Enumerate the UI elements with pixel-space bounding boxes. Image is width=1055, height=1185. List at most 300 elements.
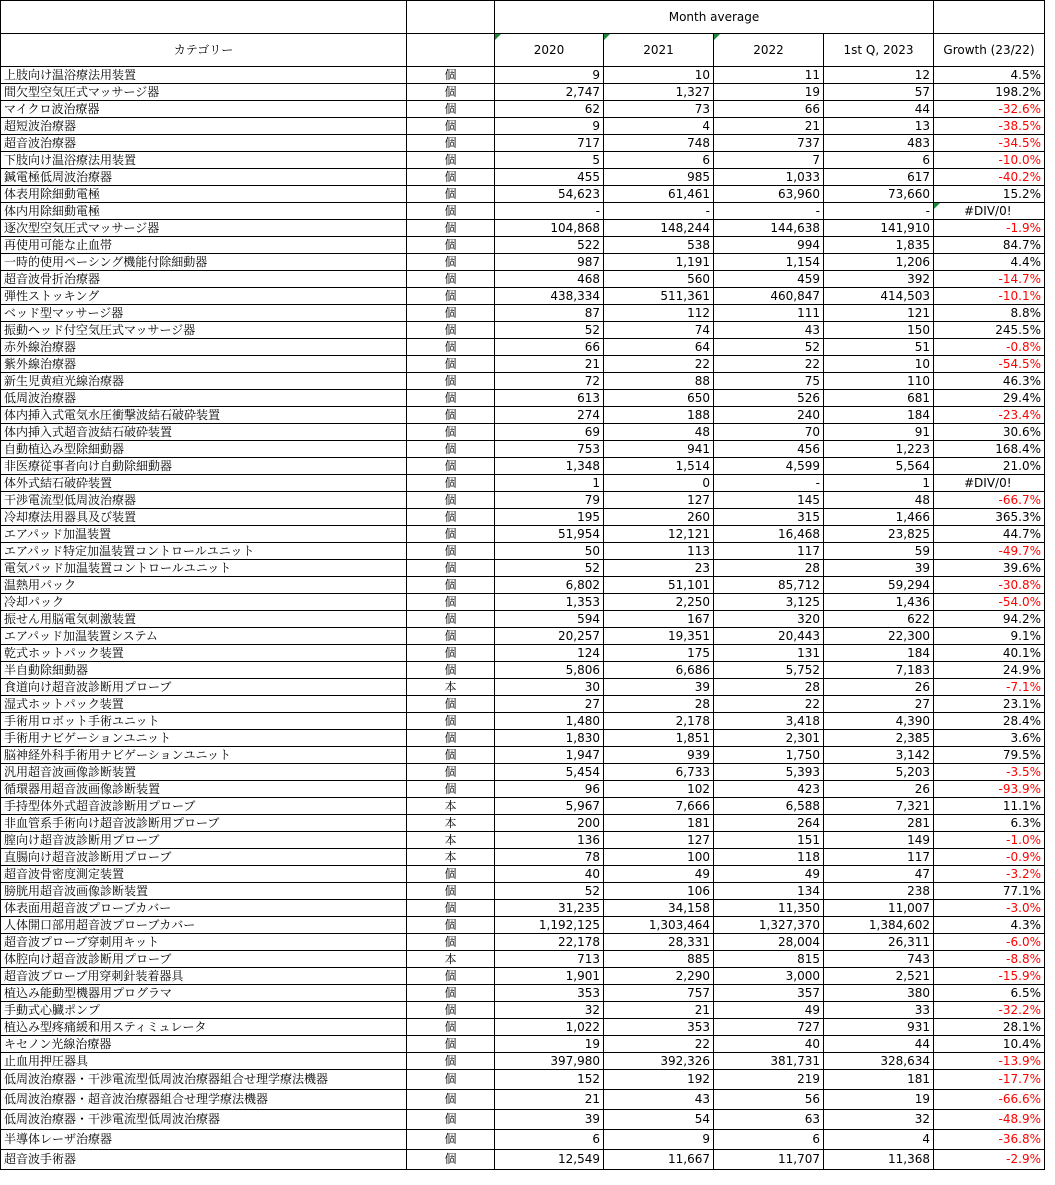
category-cell: 体内用除細動電極 [1,203,407,220]
value-q1-2023-cell: 380 [824,985,934,1002]
value-q1-2023-cell: 10 [824,356,934,373]
value-q1-2023-cell: 1 [824,475,934,492]
table-row [1,305,1045,322]
category-cell: 紫外線治療器 [1,356,407,373]
category-cell: 弾性ストッキング [1,288,407,305]
growth-cell: 21.0% [934,458,1045,475]
value-2021-cell: 11,667 [604,1150,714,1170]
value-2022-cell: 6,588 [714,798,824,815]
value-2022-cell: 28 [714,679,824,696]
category-cell: 超短波治療器 [1,118,407,135]
growth-cell: -8.8% [934,951,1045,968]
value-2021-cell: 102 [604,781,714,798]
growth-cell: 46.3% [934,373,1045,390]
growth-cell: -3.2% [934,866,1045,883]
category-cell: 膣向け超音波診断用プローブ [1,832,407,849]
value-2021-cell: 74 [604,322,714,339]
table-row [1,237,1045,254]
unit-cell: 個 [407,1130,495,1150]
table-row [1,475,1045,492]
unit-cell: 個 [407,883,495,900]
table-row [1,441,1045,458]
value-2020-cell: 20,257 [495,628,604,645]
value-2020-cell: 1,830 [495,730,604,747]
value-q1-2023-cell: 617 [824,169,934,186]
unit-cell: 個 [407,356,495,373]
value-2020-cell: 1,022 [495,1019,604,1036]
value-2020-cell: 1 [495,475,604,492]
value-2020-cell: 78 [495,849,604,866]
value-q1-2023-cell: 149 [824,832,934,849]
category-cell: 体内挿入式超音波結石破砕装置 [1,424,407,441]
category-cell: 冷却療法用器具及び装置 [1,509,407,526]
value-2022-cell: 131 [714,645,824,662]
value-2021-cell: 49 [604,866,714,883]
growth-cell: 8.8% [934,305,1045,322]
blank-cell [407,1,495,34]
value-2020-cell: 66 [495,339,604,356]
col-header-growth: Growth (23/22) [934,34,1045,67]
table-row [1,1036,1045,1053]
unit-cell: 個 [407,509,495,526]
growth-cell: -40.2% [934,169,1045,186]
value-2020-cell: 21 [495,1090,604,1110]
value-2022-cell: 7 [714,152,824,169]
unit-cell: 個 [407,696,495,713]
value-q1-2023-cell: 26,311 [824,934,934,951]
category-cell: 超音波手術器 [1,1150,407,1170]
value-2022-cell: 357 [714,985,824,1002]
table-row [1,866,1045,883]
unit-cell: 個 [407,594,495,611]
value-q1-2023-cell: 57 [824,84,934,101]
unit-cell: 個 [407,373,495,390]
value-2020-cell: 51,954 [495,526,604,543]
unit-cell: 個 [407,662,495,679]
growth-cell: -32.2% [934,1002,1045,1019]
unit-cell: 個 [407,186,495,203]
value-q1-2023-cell: 11,007 [824,900,934,917]
growth-cell: -1.9% [934,220,1045,237]
value-2021-cell: 1,514 [604,458,714,475]
category-cell: 振動ヘッド付空気圧式マッサージ器 [1,322,407,339]
value-2022-cell: 456 [714,441,824,458]
growth-cell: -15.9% [934,968,1045,985]
table-row [1,883,1045,900]
table-row [1,390,1045,407]
growth-cell: -32.6% [934,101,1045,118]
unit-cell: 個 [407,458,495,475]
unit-cell: 個 [407,220,495,237]
growth-cell: 39.6% [934,560,1045,577]
value-q1-2023-cell: 5,203 [824,764,934,781]
unit-cell: 個 [407,424,495,441]
unit-cell: 個 [407,713,495,730]
table-row [1,815,1045,832]
value-2022-cell: 240 [714,407,824,424]
category-cell: 電気パッド加温装置コントロールユニット [1,560,407,577]
value-2021-cell: 6,733 [604,764,714,781]
value-2022-cell: 145 [714,492,824,509]
growth-cell: #DIV/0! [934,475,1045,492]
category-cell: エアパッド加温装置システム [1,628,407,645]
value-2020-cell: 397,980 [495,1053,604,1070]
value-2022-cell: 526 [714,390,824,407]
value-q1-2023-cell: - [824,203,934,220]
value-2020-cell: 717 [495,135,604,152]
table-row [1,1070,1045,1090]
value-2022-cell: 6 [714,1130,824,1150]
value-2020-cell: 1,348 [495,458,604,475]
unit-cell: 個 [407,747,495,764]
table-row [1,492,1045,509]
table-row [1,747,1045,764]
category-cell: ベッド型マッサージ器 [1,305,407,322]
table-row [1,798,1045,815]
category-cell: 体内挿入式電気水圧衝撃波結石破砕装置 [1,407,407,424]
growth-cell: 30.6% [934,424,1045,441]
value-q1-2023-cell: 1,436 [824,594,934,611]
table-row [1,254,1045,271]
value-q1-2023-cell: 7,321 [824,798,934,815]
table-row [1,169,1045,186]
value-2020-cell: 438,334 [495,288,604,305]
value-2020-cell: 1,192,125 [495,917,604,934]
value-q1-2023-cell: 51 [824,339,934,356]
value-2020-cell: 5,967 [495,798,604,815]
unit-cell: 個 [407,475,495,492]
table-row [1,696,1045,713]
growth-cell: -0.8% [934,339,1045,356]
growth-cell: 29.4% [934,390,1045,407]
value-2021-cell: 885 [604,951,714,968]
growth-cell: 4.4% [934,254,1045,271]
value-2021-cell: 192 [604,1070,714,1090]
value-2022-cell: 49 [714,866,824,883]
value-q1-2023-cell: 110 [824,373,934,390]
table-row [1,1110,1045,1130]
growth-cell: -23.4% [934,407,1045,424]
category-cell: 食道向け超音波診断用プローブ [1,679,407,696]
category-cell: 間欠型空気圧式マッサージ器 [1,84,407,101]
growth-cell: -30.8% [934,577,1045,594]
category-cell: エアパッド特定加温装置コントロールユニット [1,543,407,560]
value-2020-cell: 96 [495,781,604,798]
category-cell: 膀胱用超音波画像診断装置 [1,883,407,900]
unit-cell: 個 [407,322,495,339]
value-2022-cell: 151 [714,832,824,849]
value-2021-cell: 0 [604,475,714,492]
growth-cell: -7.1% [934,679,1045,696]
unit-cell: 個 [407,1036,495,1053]
category-cell: 手術用ナビゲーションユニット [1,730,407,747]
value-q1-2023-cell: 743 [824,951,934,968]
value-q1-2023-cell: 26 [824,679,934,696]
growth-cell: -49.7% [934,543,1045,560]
unit-cell: 個 [407,441,495,458]
value-q1-2023-cell: 7,183 [824,662,934,679]
growth-cell: -66.6% [934,1090,1045,1110]
value-2021-cell: 54 [604,1110,714,1130]
value-q1-2023-cell: 39 [824,560,934,577]
value-2022-cell: 63 [714,1110,824,1130]
value-2021-cell: 22 [604,1036,714,1053]
value-2022-cell: 22 [714,696,824,713]
value-2021-cell: 113 [604,543,714,560]
category-cell: 赤外線治療器 [1,339,407,356]
value-2022-cell: 19 [714,84,824,101]
value-q1-2023-cell: 32 [824,1110,934,1130]
category-header: カテゴリー [1,34,407,67]
value-q1-2023-cell: 4,390 [824,713,934,730]
category-cell: 低周波治療器・超音波治療器組合せ理学療法機器 [1,1090,407,1110]
unit-cell: 個 [407,271,495,288]
category-cell: 体外式結石破砕装置 [1,475,407,492]
table-row [1,101,1045,118]
category-cell: 干渉電流型低周波治療器 [1,492,407,509]
month-average-header: Month average [495,1,934,34]
unit-cell: 個 [407,611,495,628]
unit-cell: 個 [407,730,495,747]
growth-cell: 77.1% [934,883,1045,900]
value-2020-cell: 195 [495,509,604,526]
unit-cell: 個 [407,781,495,798]
value-2021-cell: 64 [604,339,714,356]
value-q1-2023-cell: 27 [824,696,934,713]
value-q1-2023-cell: 59 [824,543,934,560]
table-row [1,67,1045,84]
value-2020-cell: 455 [495,169,604,186]
value-q1-2023-cell: 3,142 [824,747,934,764]
value-2020-cell: 31,235 [495,900,604,917]
value-2020-cell: 6,802 [495,577,604,594]
value-2022-cell: 70 [714,424,824,441]
unit-cell: 個 [407,407,495,424]
value-2021-cell: 88 [604,373,714,390]
value-2021-cell: 6,686 [604,662,714,679]
value-q1-2023-cell: 44 [824,101,934,118]
value-2020-cell: 21 [495,356,604,373]
header-row-columns [1,34,1045,67]
value-2022-cell: - [714,203,824,220]
unit-cell: 個 [407,203,495,220]
unit-cell: 個 [407,764,495,781]
table-row [1,985,1045,1002]
value-2022-cell: 994 [714,237,824,254]
value-q1-2023-cell: 150 [824,322,934,339]
unit-cell: 個 [407,169,495,186]
growth-cell: 79.5% [934,747,1045,764]
value-2021-cell: 1,851 [604,730,714,747]
unit-cell: 個 [407,1110,495,1130]
category-cell: 逐次型空気圧式マッサージ器 [1,220,407,237]
value-q1-2023-cell: 1,223 [824,441,934,458]
category-cell: キセノン光線治療器 [1,1036,407,1053]
category-cell: 超音波骨密度測定装置 [1,866,407,883]
value-q1-2023-cell: 12 [824,67,934,84]
table-row [1,458,1045,475]
value-2020-cell: 32 [495,1002,604,1019]
value-2021-cell: 28,331 [604,934,714,951]
value-2022-cell: 5,393 [714,764,824,781]
table-row [1,594,1045,611]
value-2021-cell: 100 [604,849,714,866]
table-row [1,1002,1045,1019]
unit-cell: 個 [407,560,495,577]
value-2020-cell: 52 [495,560,604,577]
value-2020-cell: 104,868 [495,220,604,237]
table-row [1,764,1045,781]
unit-cell: 個 [407,900,495,917]
growth-cell: 365.3% [934,509,1045,526]
growth-cell: 28.1% [934,1019,1045,1036]
value-q1-2023-cell: 48 [824,492,934,509]
value-q1-2023-cell: 392 [824,271,934,288]
table-row [1,1150,1045,1170]
value-2022-cell: 111 [714,305,824,322]
value-2021-cell: 39 [604,679,714,696]
value-q1-2023-cell: 141,910 [824,220,934,237]
category-cell: 超音波骨折治療器 [1,271,407,288]
value-2022-cell: 144,638 [714,220,824,237]
growth-cell: -10.0% [934,152,1045,169]
value-2020-cell: 22,178 [495,934,604,951]
table-row [1,679,1045,696]
value-2022-cell: 21 [714,118,824,135]
value-2020-cell: 136 [495,832,604,849]
value-2022-cell: 134 [714,883,824,900]
unit-cell: 個 [407,84,495,101]
value-q1-2023-cell: 23,825 [824,526,934,543]
value-2021-cell: 2,178 [604,713,714,730]
value-q1-2023-cell: 184 [824,645,934,662]
growth-cell: 40.1% [934,645,1045,662]
table-row [1,526,1045,543]
value-2022-cell: 16,468 [714,526,824,543]
table-row [1,577,1045,594]
value-q1-2023-cell: 1,206 [824,254,934,271]
growth-cell: -10.1% [934,288,1045,305]
table-row [1,1090,1045,1110]
value-q1-2023-cell: 281 [824,815,934,832]
unit-cell: 個 [407,152,495,169]
category-cell: 超音波治療器 [1,135,407,152]
category-cell: 低周波治療器 [1,390,407,407]
growth-cell: 94.2% [934,611,1045,628]
value-2022-cell: 1,154 [714,254,824,271]
value-2022-cell: 320 [714,611,824,628]
value-q1-2023-cell: 91 [824,424,934,441]
unit-cell: 個 [407,1070,495,1090]
value-2022-cell: 4,599 [714,458,824,475]
category-cell: 体表用除細動電極 [1,186,407,203]
value-2022-cell: 1,033 [714,169,824,186]
table-row [1,900,1045,917]
blank-cell [934,1,1045,34]
value-2020-cell: 713 [495,951,604,968]
category-cell: 下肢向け温浴療法用装置 [1,152,407,169]
table-row [1,135,1045,152]
growth-cell: -1.0% [934,832,1045,849]
value-2021-cell: 757 [604,985,714,1002]
value-2022-cell: 264 [714,815,824,832]
value-2021-cell: 650 [604,390,714,407]
growth-cell: 4.5% [934,67,1045,84]
growth-cell: -66.7% [934,492,1045,509]
growth-cell: 245.5% [934,322,1045,339]
value-2022-cell: 460,847 [714,288,824,305]
value-2021-cell: 1,303,464 [604,917,714,934]
category-cell: 手動式心臓ポンプ [1,1002,407,1019]
value-2022-cell: 117 [714,543,824,560]
value-2020-cell: 12,549 [495,1150,604,1170]
value-q1-2023-cell: 117 [824,849,934,866]
unit-cell: 個 [407,866,495,883]
value-q1-2023-cell: 121 [824,305,934,322]
value-2022-cell: 11,707 [714,1150,824,1170]
value-2020-cell: 72 [495,373,604,390]
value-2022-cell: 56 [714,1090,824,1110]
value-2020-cell: 200 [495,815,604,832]
table-row [1,373,1045,390]
value-q1-2023-cell: 622 [824,611,934,628]
value-2022-cell: 11 [714,67,824,84]
unit-cell: 個 [407,118,495,135]
unit-cell: 本 [407,679,495,696]
table-row [1,84,1045,101]
table-row [1,1019,1045,1036]
value-2020-cell: 50 [495,543,604,560]
value-2021-cell: 939 [604,747,714,764]
value-2021-cell: 12,121 [604,526,714,543]
unit-cell: 個 [407,968,495,985]
growth-cell: #DIV/0! [934,203,1045,220]
unit-cell: 個 [407,305,495,322]
table-row [1,917,1045,934]
value-2022-cell: 40 [714,1036,824,1053]
value-q1-2023-cell: 44 [824,1036,934,1053]
unit-cell: 個 [407,985,495,1002]
value-2020-cell: 30 [495,679,604,696]
value-2020-cell: 62 [495,101,604,118]
col-header-2022: 2022 [714,34,824,67]
value-2020-cell: 468 [495,271,604,288]
category-cell: 冷却パック [1,594,407,611]
category-cell: 超音波プローブ用穿刺針装着器具 [1,968,407,985]
table-row [1,322,1045,339]
value-2021-cell: 181 [604,815,714,832]
category-cell: 止血用押圧器具 [1,1053,407,1070]
value-2021-cell: 511,361 [604,288,714,305]
growth-cell: 11.1% [934,798,1045,815]
value-q1-2023-cell: 6 [824,152,934,169]
value-q1-2023-cell: 181 [824,1070,934,1090]
category-cell: 脳神経外科手術用ナビゲーションユニット [1,747,407,764]
growth-cell: 4.3% [934,917,1045,934]
value-2022-cell: 11,350 [714,900,824,917]
value-q1-2023-cell: 1,835 [824,237,934,254]
value-q1-2023-cell: 483 [824,135,934,152]
category-cell: 鍼電極低周波治療器 [1,169,407,186]
value-2021-cell: 188 [604,407,714,424]
table-row [1,1053,1045,1070]
table-row [1,662,1045,679]
value-2022-cell: 63,960 [714,186,824,203]
value-2022-cell: 28,004 [714,934,824,951]
value-2020-cell: 1,947 [495,747,604,764]
unit-cell: 本 [407,798,495,815]
value-2020-cell: 753 [495,441,604,458]
